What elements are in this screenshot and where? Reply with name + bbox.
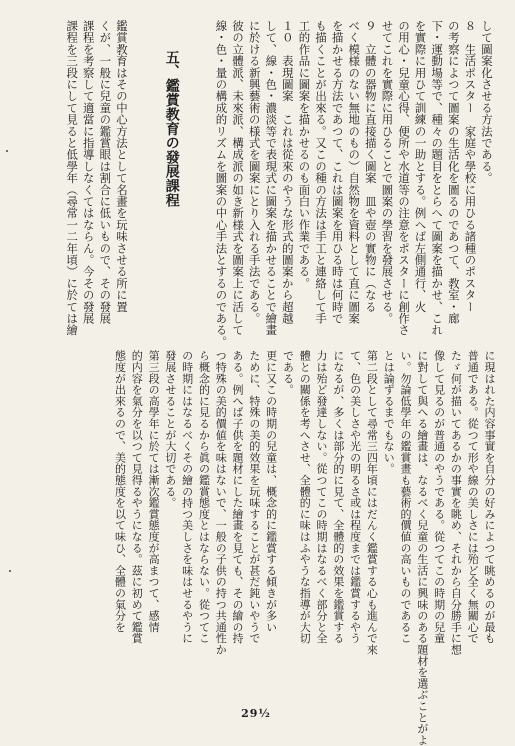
text-line: ら概念的に見るから眞の鑑賞態度とはならない。從つてこ [197, 350, 211, 644]
print-speck [6, 150, 8, 152]
text-line: 彼の立體派、未來派、構成派の如き新様式を圖案上に活して [231, 20, 246, 336]
text-line: つ特殊の美的價値を味はないで、一般の子供の持つ共通性か [214, 350, 228, 656]
text-line: 發展させることが大切である。 [163, 350, 177, 509]
text-line: に現はれた内容事實を自分の好みによつて眺めるのが最も [483, 350, 496, 644]
page-number: 29½ [241, 707, 271, 720]
text-line: １０ 表現圖案 これは從來のやうな形式的圖案から超越 [280, 20, 295, 325]
text-line: とは論ずるまでもない。 [382, 350, 396, 475]
print-speck [9, 570, 11, 572]
text-line: ある。例へば子供を題材にした繪畫を見ても、その繪の持 [231, 350, 245, 644]
text-line: ために、特殊の美的效果を玩味することが甚だ鈍いやうで [247, 350, 261, 644]
blank-line [196, 20, 213, 338]
text-line: ９ 立體の器物に直接描く圖案 皿や壺の實物に（なる [363, 20, 378, 313]
text-line: を描かせる方法であつて、これは圖案を用ひる時は何時で [330, 20, 345, 325]
text-line: も描くことが出來る。又この種の方法は手工と連絡して手 [314, 20, 329, 325]
text-line: して圖案化させる方法である。 [480, 20, 494, 184]
section-heading: 五、鑑賞教育の發展課程 [163, 50, 180, 208]
text-line: 更に又この時期の兒童は、概念的に鑑賞する傾きが多い [264, 350, 278, 633]
text-line: べく模様のない無地のもの）自然物を資料として直に圖案 [347, 20, 362, 325]
text-line: て、色の美しさや光の明るさ或は程度までは鑑賞するやう [348, 350, 362, 644]
text-line: して、線・色・濃淡等で表現式に圖案を描かせることで繪畫 [264, 20, 279, 336]
text-line: に對して與へる繪畫は、なるべく兒童の生活に興味のある題材を選ぶことがよ [415, 350, 429, 746]
text-line: 第二段として尋常三四年頃にはだんく鑑賞する心も進んで來 [365, 350, 379, 656]
blank-line [180, 20, 197, 338]
text-line: である。 [281, 350, 295, 396]
blank-line [147, 20, 164, 338]
text-line: 力は殆ど發達しない。從つてこの時期はなるべく部分と全 [315, 350, 329, 644]
text-line: を實際に用ひて訓練の一助とする。例へば左側通行、火 [413, 20, 428, 313]
text-line: たゞ何が描いてあるかの事實を眺め、それから自分勝手に想 [449, 350, 463, 656]
text-line: ８ 生活ポスター 家庭や學校に用ひる諸種のポスター [463, 20, 478, 313]
text-line: せてこれを實際に用ひることで圖案の學習を發展させる。 [380, 20, 395, 325]
text-line: に於ける新興藝術の様式を圖案にとり入れる手法である。 [247, 20, 262, 325]
text-line: 第三段の高學年に於ては漸次鑑賞態度が高まつて、感情 [147, 350, 161, 633]
text-line: 工的作品に圖案を描かせるのも面白い作業である。 [297, 20, 312, 290]
text-line: の考察によつて圖案の生活化を圖るのであつて、教室・廊 [446, 20, 461, 325]
text-line: の用心・兒童心得、便所や水道等の注意をポスターに創作さ [397, 20, 412, 336]
text-line: 線・色・量の構成的リズムを圖案の中心手法とするのである。 [214, 20, 229, 348]
text-line: い。勿論低學年の鑑賞畫も藝術的價値の高いものであるこ [399, 350, 413, 644]
text-line: 鑑賞教育はその中心方法として名畫を玩味させる所に置 [114, 20, 129, 313]
text-line: の時期にはなるべくその繪の持つ美しさを味はせるやうに [180, 350, 194, 644]
upper-text-block [64, 20, 495, 348]
text-line: 課程を考察して適當に指導しなくてはならん。今その發展 [81, 20, 96, 325]
text-line: 體との關係を考へさせ、全體的に味はふやうな指導が大切 [298, 350, 312, 644]
text-line: になるが、多くは部分的に見て、全體的の效果を鑑賞する [331, 350, 345, 644]
blank-line [130, 20, 147, 338]
text-line: 態度が出來るので、美的態度を以て味ひ、全體の氣分を [113, 350, 127, 633]
text-line: 課程を三段にして見ると低學年（尋常一二年頃）に於ては繪 [65, 20, 80, 336]
text-line: 下・運動場等で、種々の題目をとらへて圖案を描かせ、これ [430, 20, 445, 336]
text-line: くが、一般に兒童の鑑賞眼は割合に低いもので、その發展 [98, 20, 113, 325]
text-line: 普通である。從つて形や線の美しさには殆ど全く無關心で [466, 350, 480, 644]
text-line: 的内容を氣分を以つて見得るやうになる。茲に初めて鑑賞 [130, 350, 144, 644]
text-line: 像して見るのが普通のやうである。從つてこの時期の兒童 [432, 350, 446, 644]
